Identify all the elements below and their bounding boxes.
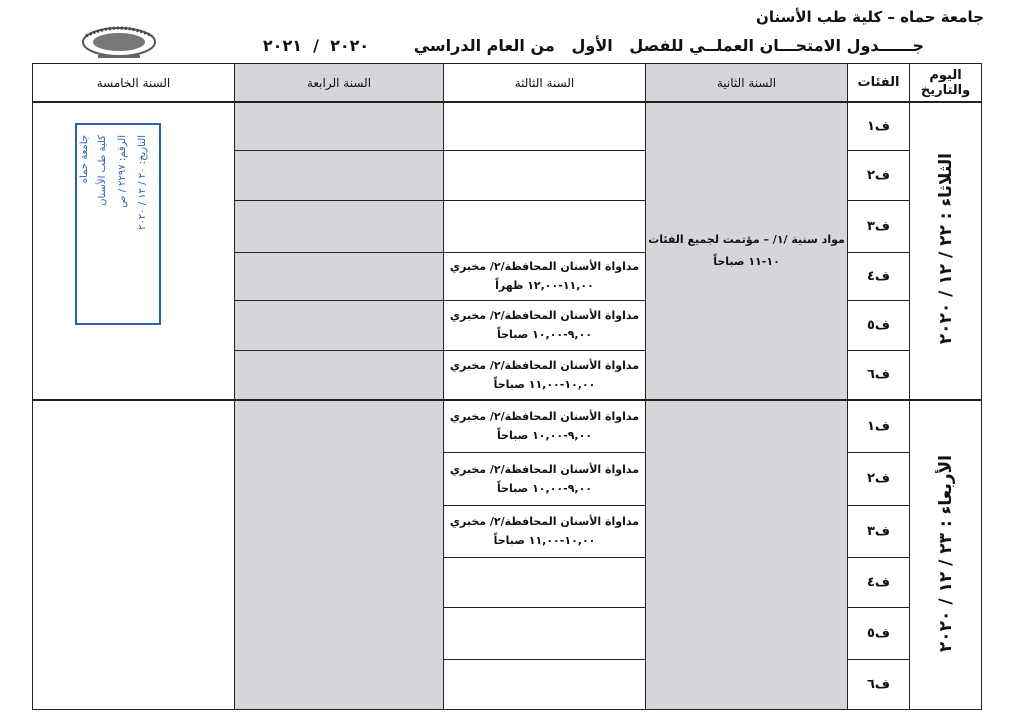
day1-g4-line1: مداواة الأسنان المحافظة/٢/ مخبري <box>449 260 640 274</box>
day2-group-1: ف١ <box>848 400 910 452</box>
day1-label: الثلاثاء : ٢٢ / ١٢ / ٢٠٢٠ <box>935 153 956 345</box>
day2-year3-g3 <box>444 505 646 557</box>
day1-year3-g6 <box>444 350 646 400</box>
stamp-line4: التاريخ: ٢٠ / ١٢ / ٢٠٢٠ <box>137 135 148 230</box>
col-header-groups: الفئات <box>848 64 910 103</box>
col-header-year4: السنة الرابعة <box>235 64 444 103</box>
faculty-stamp <box>75 123 161 325</box>
day1-year3-g5 <box>444 300 646 350</box>
day2-g1-line1: مداواة الأسنان المحافظة/٢/ مخبري <box>449 410 640 424</box>
university-logo <box>78 20 160 62</box>
day1-year3-g1 <box>444 102 646 150</box>
day1-year2-line1: مواد سنية /١/ – مؤتمت لجميع الفئات <box>648 233 845 247</box>
day2-year3-g5 <box>444 607 646 659</box>
col-header-day-date: اليوم والتاريخ <box>910 64 982 103</box>
day1-g6-line1: مداواة الأسنان المحافظة/٢/ مخبري <box>449 358 640 372</box>
day1-g5-line2: ٩,٠٠-١٠,٠٠ صباحاً <box>496 328 593 342</box>
day1-group-1: ف١ <box>848 102 910 150</box>
day2-year3-g2 <box>444 452 646 505</box>
day1-group-4: ف٤ <box>848 252 910 300</box>
col-header-year2: السنة الثانية <box>646 64 848 103</box>
day1-year3-g4 <box>444 252 646 300</box>
day1-group-2: ف٢ <box>848 150 910 200</box>
exam-schedule-table <box>32 63 982 710</box>
stamp-line3: الرقم: ٢٢٩٧ / ص <box>117 135 128 208</box>
day1-cell <box>910 102 982 400</box>
day1-year2-cell <box>646 102 848 400</box>
day1-year3-g3 <box>444 200 646 252</box>
stamp-line1: جامعة حماه <box>79 135 90 184</box>
day2-group-2: ف٢ <box>848 452 910 505</box>
col-header-year3: السنة الثالثة <box>444 64 646 103</box>
day2-g3-line2: ١٠,٠٠-١١,٠٠ صباحاً <box>493 534 596 548</box>
day1-year5-cell <box>33 102 235 400</box>
day1-year4-g4 <box>235 252 444 300</box>
day2-year2-cell <box>646 400 848 709</box>
day2-year3-g4 <box>444 557 646 607</box>
day1-g4-line2: ١١,٠٠-١٢,٠٠ ظهراً <box>495 279 594 293</box>
day2-year5-cell <box>33 400 235 709</box>
day2-group-5: ف٥ <box>848 607 910 659</box>
day2-group-3: ف٣ <box>848 505 910 557</box>
day1-year2-line2: ١٠-١١ صباحاً <box>713 255 780 269</box>
university-header: جامعة حماه – كلية طب الأسنان <box>756 8 984 26</box>
col-header-year5: السنة الخامسة <box>33 64 235 103</box>
day2-g1-line2: ٩,٠٠-١٠,٠٠ صباحاً <box>496 429 593 443</box>
day1-g6-line2: ١٠,٠٠-١١,٠٠ صباحاً <box>493 377 596 391</box>
day1-group-5: ف٥ <box>848 300 910 350</box>
day2-group-6: ف٦ <box>848 659 910 709</box>
day1-year4-g1 <box>235 102 444 150</box>
day1-year3-g2 <box>444 150 646 200</box>
day2-cell <box>910 400 982 709</box>
day2-year3-g6 <box>444 659 646 709</box>
day1-year4-g6 <box>235 350 444 400</box>
schedule-title: جــــــدول الامتحـــان العملــي للفصل الأول من العام الدراسي ٢٠٢٠ / ٢٠٢١ <box>262 36 924 55</box>
day2-g3-line1: مداواة الأسنان المحافظة/٢/ مخبري <box>449 515 640 529</box>
day2-g2-line2: ٩,٠٠-١٠,٠٠ صباحاً <box>496 481 593 495</box>
day2-group-4: ف٤ <box>848 557 910 607</box>
stamp-line2: كلية طب الأسنان <box>97 135 108 206</box>
day2-year4-cell <box>235 400 444 709</box>
day1-group-6: ف٦ <box>848 350 910 400</box>
day2-year3-g1 <box>444 400 646 452</box>
day1-year4-g3 <box>235 200 444 252</box>
day2-label: الأربعاء : ٢٣ / ١٢ / ٢٠٢٠ <box>935 454 956 652</box>
day1-g5-line1: مداواة الأسنان المحافظة/٢/ مخبري <box>449 309 640 323</box>
day1-year4-g5 <box>235 300 444 350</box>
day2-g2-line1: مداواة الأسنان المحافظة/٢/ مخبري <box>449 462 640 476</box>
day1-group-3: ف٣ <box>848 200 910 252</box>
day1-year4-g2 <box>235 150 444 200</box>
